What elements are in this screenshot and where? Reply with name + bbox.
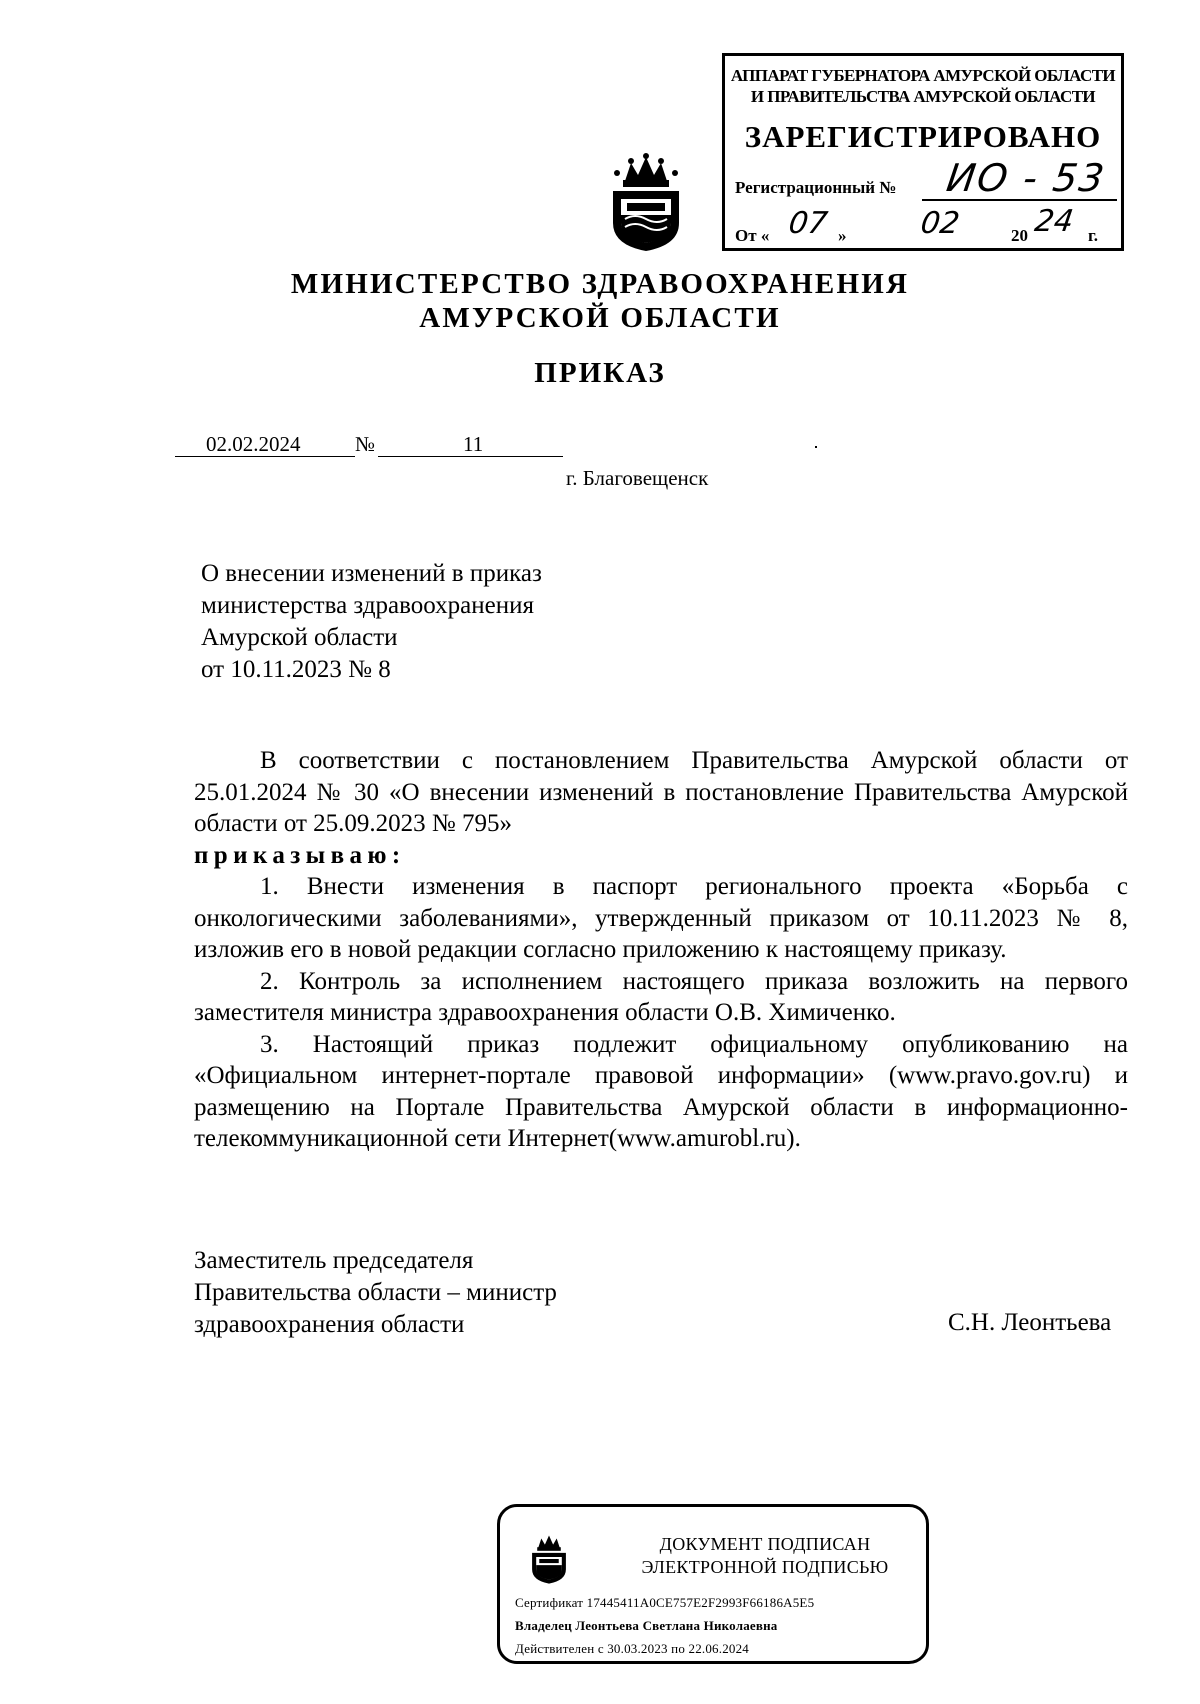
- stamp-day: 07: [786, 206, 830, 241]
- order-number: 11: [463, 432, 484, 456]
- subject-line: министерства здравоохранения: [201, 592, 534, 619]
- stamp-date-prefix: От «: [735, 226, 770, 245]
- order-word: приказываю:: [194, 841, 406, 869]
- stamp-title: ЗАРЕГИСТРИРОВАНО: [744, 119, 1102, 154]
- stamp-day-suffix: »: [838, 226, 847, 245]
- order-body: [194, 745, 1128, 1155]
- stamp-year-underline: [1031, 248, 1083, 250]
- coat-of-arms-icon: [528, 1533, 570, 1585]
- position-line: Правительства области – министр: [194, 1279, 557, 1306]
- speck: [815, 446, 817, 448]
- registration-stamp: [722, 53, 1124, 251]
- electronic-signature-stamp: [497, 1504, 929, 1664]
- order-city: г. Благовещенск: [566, 466, 709, 490]
- stamp-number-label: Регистрационный №: [735, 178, 897, 197]
- subject-line: от 10.11.2023 № 8: [201, 656, 391, 683]
- stamp-year: 24: [1032, 204, 1076, 239]
- document-type: ПРИКАЗ: [534, 357, 666, 389]
- order-item-2: 2. Контроль за исполнением настоящего приказа возложить на первого заместителя министра здравоохранения области О.В. Химиченко.: [194, 967, 1128, 1026]
- signatory-position: [194, 1245, 557, 1341]
- esig-heading-line1: ДОКУМЕНТ ПОДПИСАН: [659, 1534, 871, 1554]
- ministry-name-line1: МИНИСТЕРСТВО ЗДРАВООХРАНЕНИЯ: [290, 268, 910, 300]
- esig-certificate: Сертификат 17445411A0CE757E2F2993F66186A5E5: [515, 1595, 815, 1610]
- stamp-year-end: г.: [1088, 226, 1099, 245]
- stamp-month: 02: [918, 206, 962, 241]
- stamp-number-value: ИО - 53: [943, 156, 1109, 200]
- stamp-month-underline: [853, 248, 999, 250]
- number-sign: №: [355, 432, 376, 456]
- ministry-name-line2: АМУРСКОЙ ОБЛАСТИ: [419, 302, 781, 334]
- subject-line: Амурской области: [201, 624, 398, 651]
- esig-owner: Владелец Леонтьева Светлана Николаевна: [515, 1618, 778, 1633]
- signatory-name: С.Н. Леонтьева: [948, 1309, 1112, 1336]
- order-subject: [201, 558, 542, 686]
- position-line: Заместитель председателя: [194, 1247, 474, 1274]
- order-date: 02.02.2024: [206, 432, 301, 456]
- esig-validity: Действителен с 30.03.2023 по 22.06.2024: [515, 1641, 749, 1656]
- stamp-org-line2: И ПРАВИТЕЛЬСТВА АМУРСКОЙ ОБЛАСТИ: [750, 87, 1096, 106]
- stamp-org-line1: АППАРАТ ГУБЕРНАТОРА АМУРСКОЙ ОБЛАСТИ: [730, 66, 1116, 85]
- subject-line: О внесении изменений в приказ: [201, 560, 542, 587]
- esig-heading-line2: ЭЛЕКТРОННОЙ ПОДПИСЬЮ: [641, 1557, 889, 1577]
- preamble: В соответствии с постановлением Правительства Амурской области от 25.01.2024 № 30 «О внесении изменений в постановление Правительства Амурской области от 25.09.2023 № 795»: [194, 747, 1128, 837]
- coat-of-arms-icon: [605, 153, 687, 253]
- position-line: здравоохранения области: [194, 1311, 465, 1338]
- stamp-day-underline: [777, 248, 837, 250]
- order-item-3: 3. Настоящий приказ подлежит официальному опубликованию на «Официальном интернет-портале правовой информации» (www.pravo.gov.ru) и размещению на Портале Правительства Амурской области в информационно-телекоммуникационной сети Интернет(www.amurobl.ru).: [194, 1030, 1128, 1152]
- stamp-year-prefix: 20: [1011, 226, 1028, 245]
- order-item-1: 1. Внести изменения в паспорт регионального проекта «Борьба с онкологическими заболеваниями», утвержденный приказом от 10.11.2023 № 8, изложив его в новой редакции согласно приложению к настоящему приказу.: [194, 873, 1128, 963]
